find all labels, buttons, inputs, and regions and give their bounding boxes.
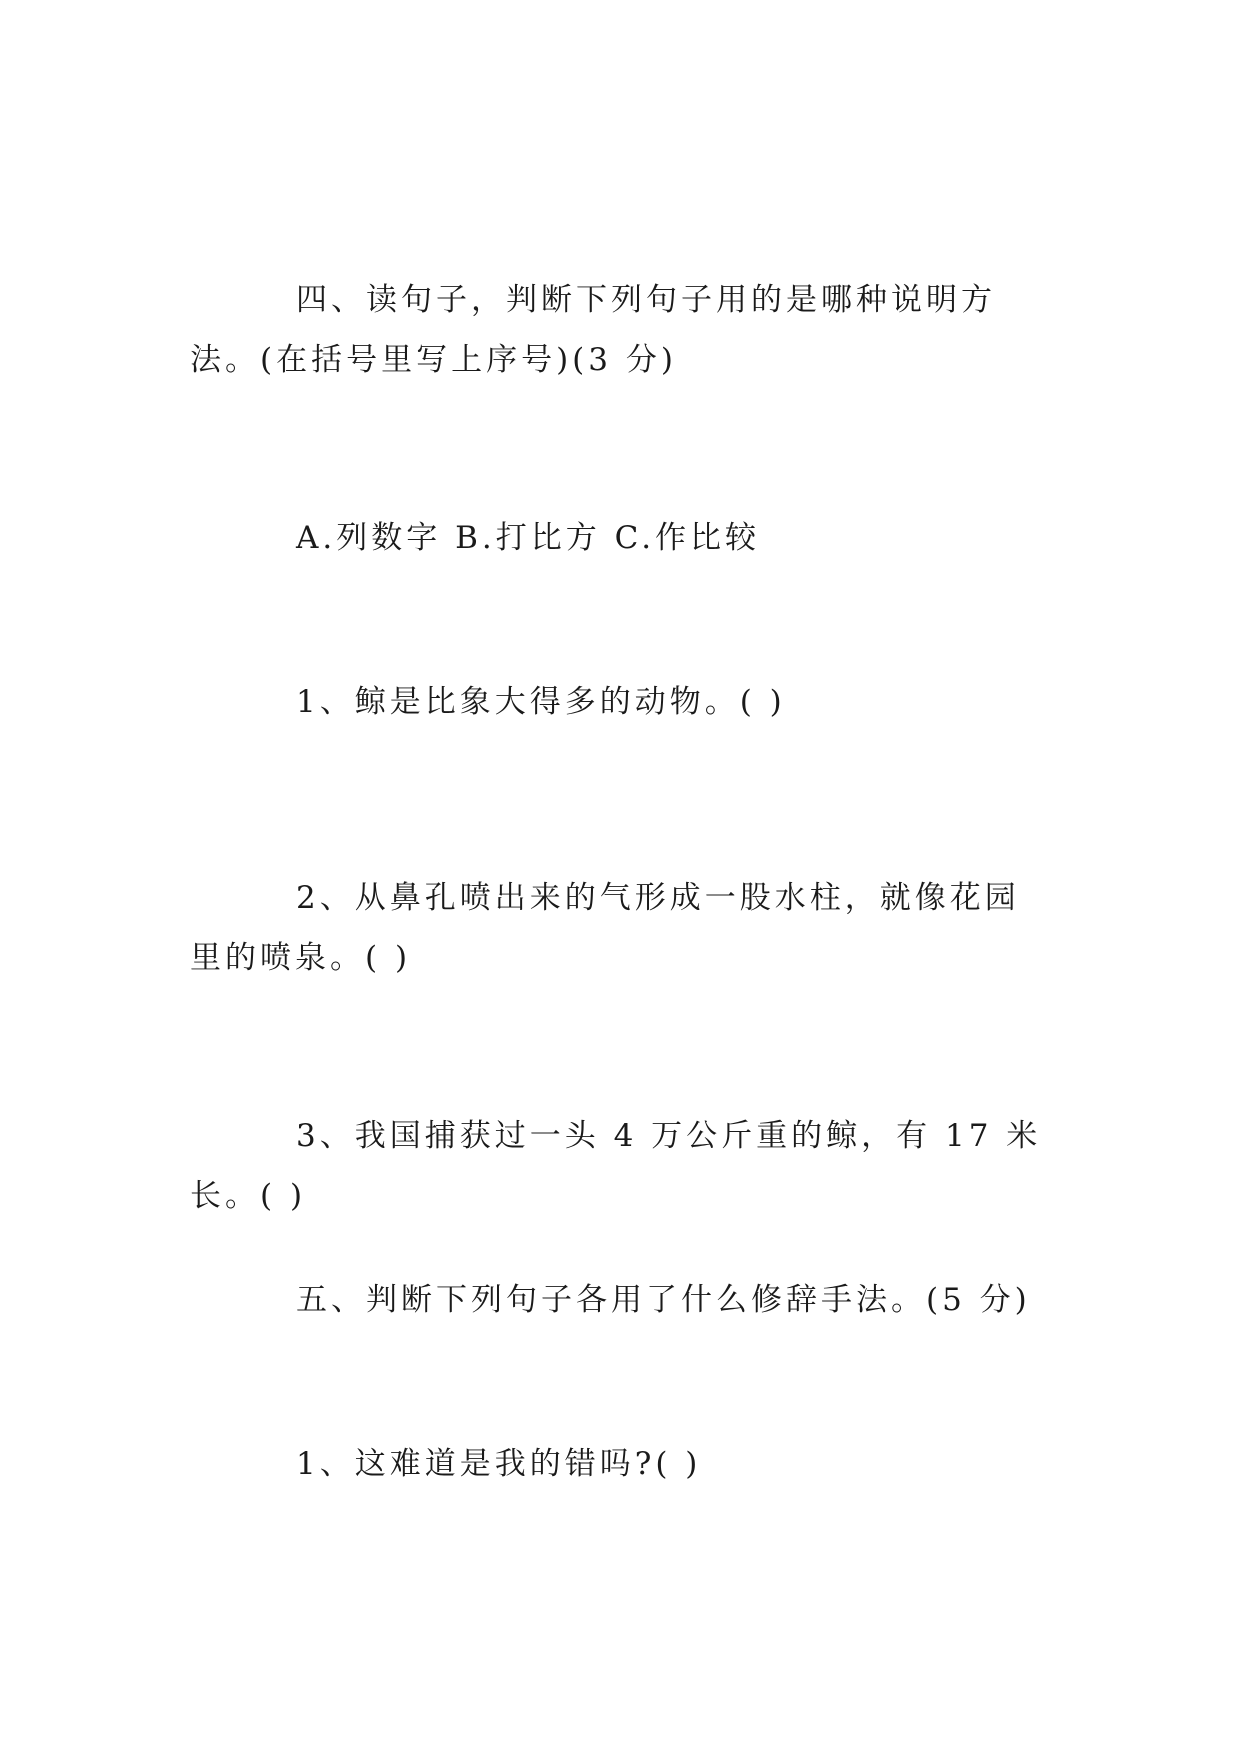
- question-3: 3、我国捕获过一头 4 万公斤重的鲸，有 17 米长。( ): [190, 1118, 1042, 1214]
- question-1: 1、鲸是比象大得多的动物。( ): [296, 684, 786, 720]
- question-2: 2、从鼻孔喷出来的气形成一股水柱，就像花园里的喷泉。( ): [190, 880, 1020, 976]
- section-five-heading: 五、判断下列句子各用了什么修辞手法。(5 分): [296, 1282, 1031, 1318]
- section-four-heading: 四、读句子，判断下列句子用的是哪种说明方法。(在括号里写上序号)(3 分): [190, 282, 996, 378]
- section-five-question-1: 1、这难道是我的错吗?( ): [296, 1446, 702, 1482]
- options-line: A.列数字 B.打比方 C.作比较: [296, 520, 761, 556]
